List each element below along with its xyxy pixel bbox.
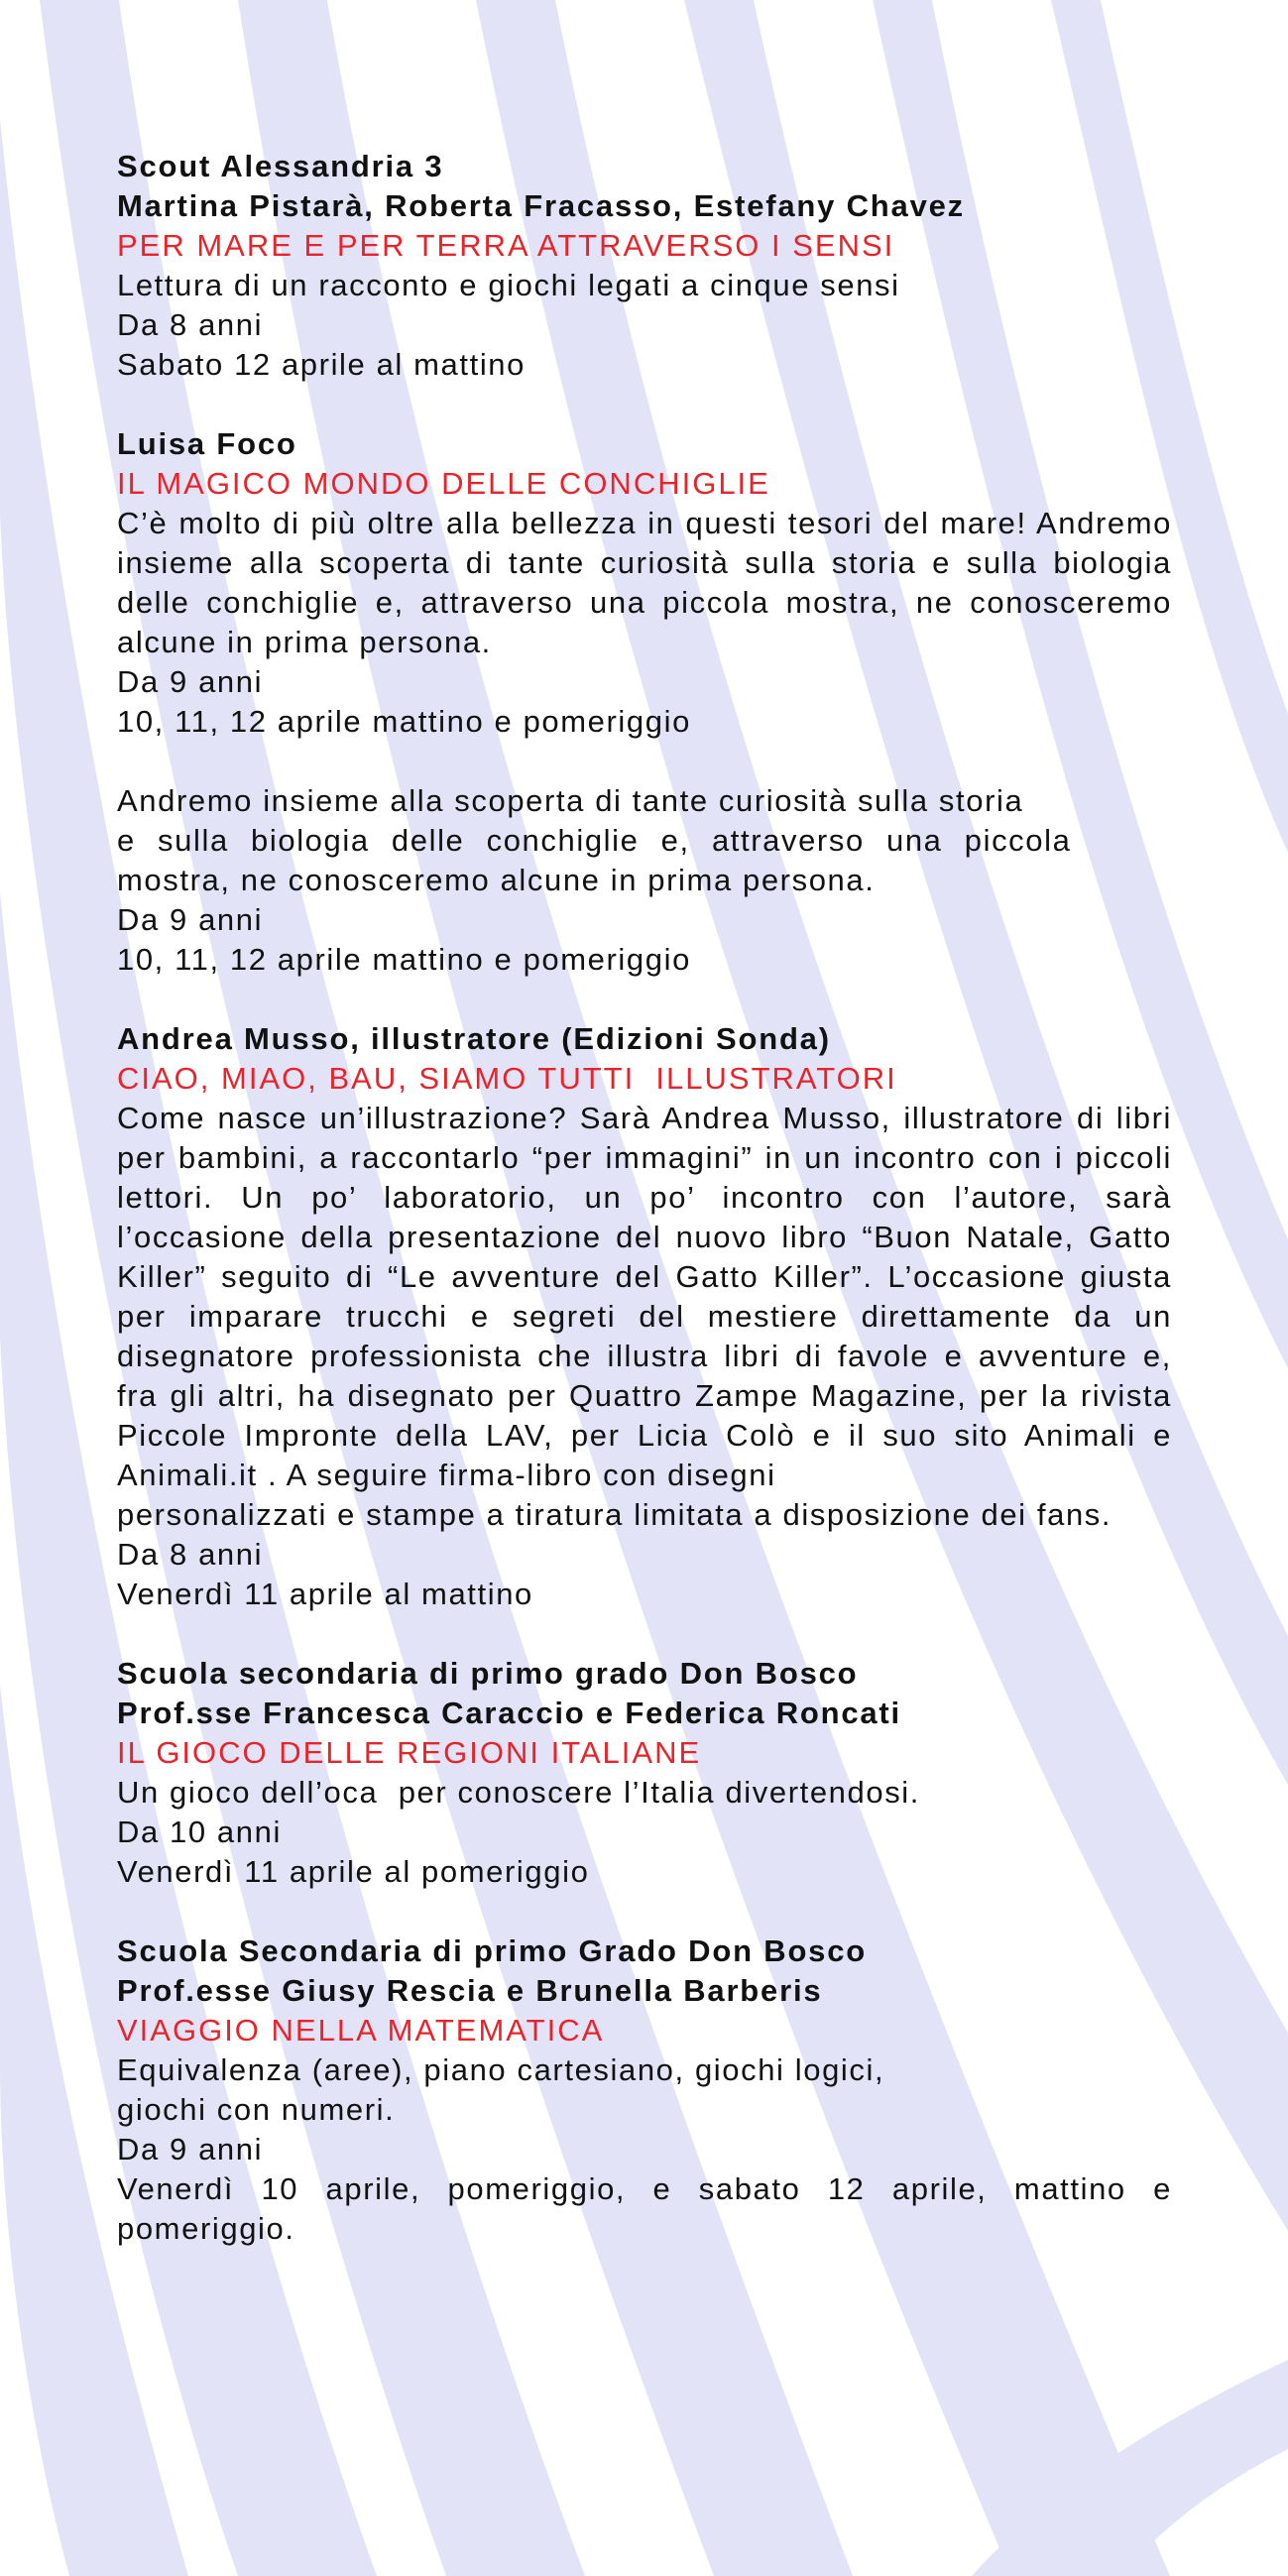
event-description-continued: personalizzati e stampe a tiratura limitata a disposizione dei fans. bbox=[117, 1497, 1112, 1532]
event-organizer: Scout Alessandria 3 bbox=[117, 149, 444, 183]
event-age: Da 9 anni bbox=[117, 2132, 264, 2166]
event-organizer: Prof.esse Giusy Rescia e Brunella Barberis bbox=[117, 1973, 823, 2008]
event-description: C’è molto di più oltre alla bellezza in questi tesori del mare! Andremo insieme alla scoperta di tante curiosità sulla storia e sulla biologia delle conchiglie e, attraverso una piccola mostra, ne conosceremo alcune in prima persona. bbox=[117, 506, 1172, 659]
event-list bbox=[117, 147, 1172, 2288]
event-title: VIAGGIO NELLA MATEMATICA bbox=[117, 2013, 605, 2048]
event-date: Sabato 12 aprile al mattino bbox=[117, 347, 526, 382]
event-age: Da 9 anni bbox=[117, 902, 264, 937]
event-description-line: mostra, ne conosceremo alcune in prima persona. bbox=[117, 863, 876, 897]
event-title: CIAO, MIAO, BAU, SIAMO TUTTI ILLUSTRATORI bbox=[117, 1061, 897, 1096]
event-age: Da 8 anni bbox=[117, 307, 264, 342]
event-3 bbox=[117, 1019, 1172, 1614]
event-1 bbox=[117, 147, 1172, 385]
event-description-line: e sulla biologia delle conchiglie e, attraverso una piccola bbox=[117, 823, 1072, 858]
event-description: Un gioco dell’oca per conoscere l’Italia divertendosi. bbox=[117, 1775, 921, 1810]
event-organizer: Scuola Secondaria di primo Grado Don Bosco bbox=[117, 1933, 867, 1968]
event-organizer: Prof.sse Francesca Caraccio e Federica Roncati bbox=[117, 1696, 901, 1730]
event-organizer: Martina Pistarà, Roberta Fracasso, Estefany Chavez bbox=[117, 188, 965, 223]
event-description-line: giochi con numeri. bbox=[117, 2092, 396, 2127]
event-age: Da 8 anni bbox=[117, 1537, 264, 1572]
event-2-repeat bbox=[117, 781, 1172, 980]
event-date: 10, 11, 12 aprile mattino e pomeriggio bbox=[117, 704, 691, 739]
event-organizer: Luisa Foco bbox=[117, 426, 297, 461]
event-date: 10, 11, 12 aprile mattino e pomeriggio bbox=[117, 942, 691, 977]
event-date: Venerdì 11 aprile al pomeriggio bbox=[117, 1854, 590, 1889]
event-description: Lettura di un racconto e giochi legati a cinque sensi bbox=[117, 268, 900, 302]
event-title: IL GIOCO DELLE REGIONI ITALIANE bbox=[117, 1735, 702, 1770]
event-age: Da 9 anni bbox=[117, 664, 264, 699]
event-description-line: Equivalenza (aree), piano cartesiano, giochi logici, bbox=[117, 2052, 885, 2087]
event-title: PER MARE E PER TERRA ATTRAVERSO I SENSI bbox=[117, 228, 895, 263]
event-title: IL MAGICO MONDO DELLE CONCHIGLIE bbox=[117, 466, 770, 501]
event-date: Venerdì 10 aprile, pomeriggio, e sabato 12 aprile, mattino e pomeriggio. bbox=[117, 2171, 1172, 2246]
event-4 bbox=[117, 1654, 1172, 1892]
event-organizer: Andrea Musso, illustratore (Edizioni Sonda) bbox=[117, 1021, 831, 1056]
event-2 bbox=[117, 424, 1172, 742]
event-description-line: Andremo insieme alla scoperta di tante curiosità sulla storia bbox=[117, 783, 1024, 818]
event-description: Come nasce un’illustrazione? Sarà Andrea Musso, illustratore di libri per bambini, a raccontarlo “per immagini” in un incontro con i piccoli lettori. Un po’ laboratorio, un po’ incontro con l’autore, sarà l’occasione della presentazione del nuovo libro “Buon Natale, Gatto Killer” seguito di “Le avventure del Gatto Killer”. L’occasione giusta per imparare trucchi e segreti del mestiere direttamente da un disegnatore professionista che illustra libri di favole e avventure e, fra gli altri, ha disegnato per Quattro Zampe Magazine, per la rivista Piccole Impronte della LAV, per Licia Colò e il suo sito Animali e Animali.it . A seguire firma-libro con disegni bbox=[117, 1101, 1172, 1492]
event-date: Venerdì 11 aprile al mattino bbox=[117, 1577, 533, 1611]
event-organizer: Scuola secondaria di primo grado Don Bosco bbox=[117, 1656, 859, 1691]
event-age: Da 10 anni bbox=[117, 1815, 282, 1849]
event-5 bbox=[117, 1932, 1172, 2249]
